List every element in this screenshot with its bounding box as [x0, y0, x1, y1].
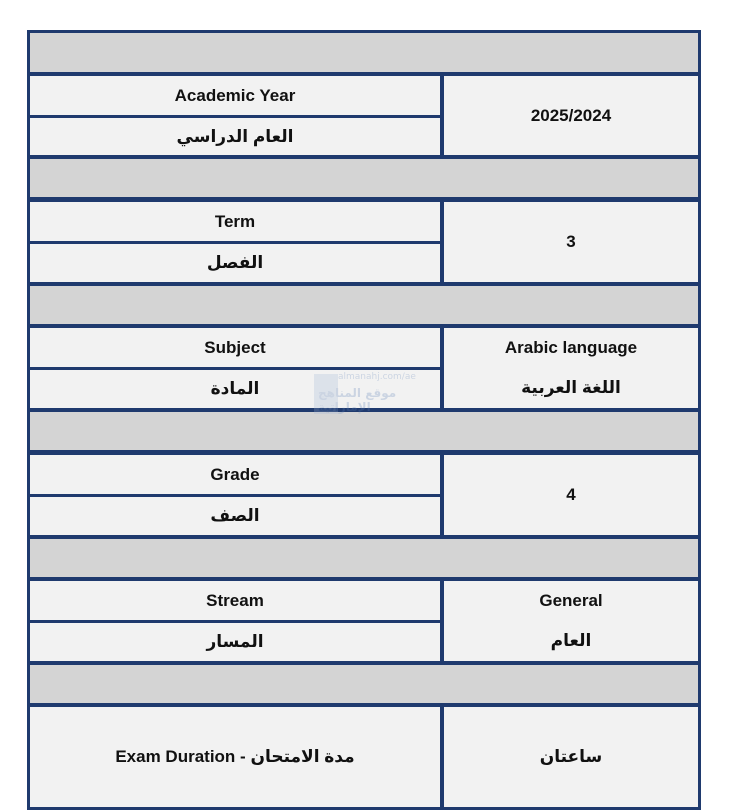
value-subject	[444, 328, 698, 408]
separator-row	[30, 33, 698, 72]
label-subject-ar: المادة	[30, 370, 440, 408]
separator-row	[30, 539, 698, 577]
watermark-url: almanahj.com/ae	[338, 372, 416, 382]
label-term-ar: الفصل	[30, 244, 440, 282]
label-exam-duration: Exam Duration - مدة الامتحان	[30, 707, 440, 807]
label-academic-year-ar: العام الدراسي	[30, 118, 440, 155]
value-subject-ar: اللغة العربية	[521, 378, 621, 397]
separator-row	[30, 412, 698, 450]
label-stream-ar: المسار	[30, 623, 440, 661]
value-subject-en: Arabic language	[504, 338, 638, 357]
value-academic-year: 2025/2024	[444, 76, 698, 155]
label-academic-year-en: Academic Year	[30, 76, 440, 115]
value-stream-ar: العام	[550, 631, 592, 650]
label-term-en: Term	[30, 202, 440, 241]
label-subject-en: Subject	[30, 328, 440, 367]
value-stream-en: General	[539, 591, 603, 610]
separator-row	[30, 665, 698, 703]
value-stream	[444, 581, 698, 661]
label-grade-en: Grade	[30, 455, 440, 494]
label-grade-ar: الصف	[30, 497, 440, 535]
value-exam-duration: ساعتان	[444, 707, 698, 807]
label-stream-en: Stream	[30, 581, 440, 620]
separator-row	[30, 286, 698, 324]
exam-cover-table	[27, 30, 701, 810]
watermark-text: موقع المناهج الإماراتية	[318, 386, 397, 414]
separator-row	[30, 159, 698, 197]
value-term: 3	[444, 202, 698, 282]
value-grade: 4	[444, 455, 698, 535]
